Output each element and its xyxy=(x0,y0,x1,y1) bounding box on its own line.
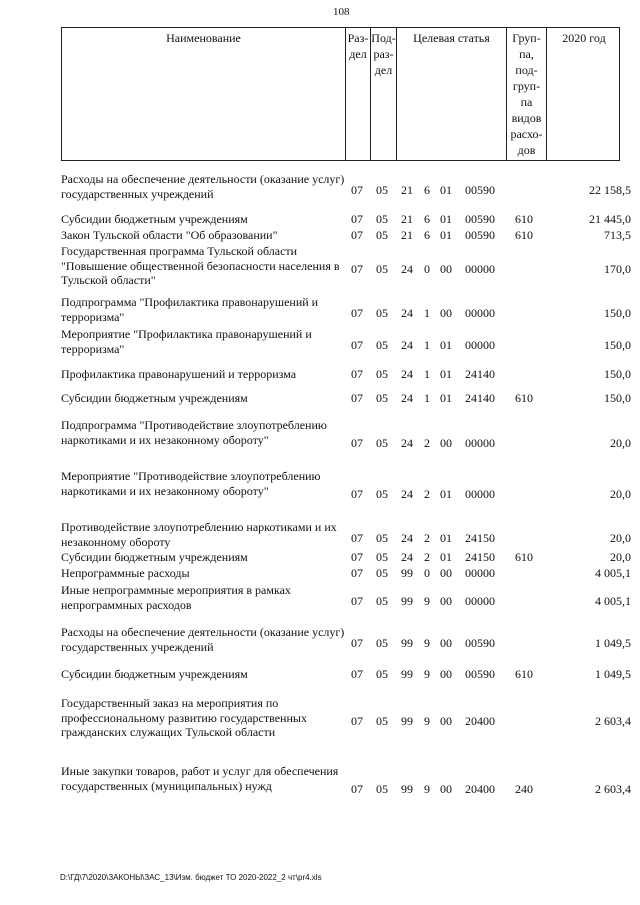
cell-cs3: 01 xyxy=(440,367,452,381)
cell-pr: 05 xyxy=(376,594,388,608)
row-name: Подпрограмма "Противодействие злоупотреблению наркотиками и их незаконному обороту" xyxy=(61,418,327,447)
cell-cs3: 00 xyxy=(440,436,452,450)
cell-pr: 05 xyxy=(376,667,388,681)
header-podrazdel: Под- раз- дел xyxy=(370,28,396,160)
cell-pr: 05 xyxy=(376,262,388,276)
cell-pr: 05 xyxy=(376,338,388,352)
cell-pr: 05 xyxy=(376,212,388,226)
cell-cs1: 21 xyxy=(401,212,413,226)
cell-rz: 07 xyxy=(351,714,363,728)
cell-cs2: 1 xyxy=(424,391,430,405)
cell-cs2: 9 xyxy=(424,782,430,796)
cell-cs4: 00000 xyxy=(465,487,495,501)
cell-rz: 07 xyxy=(351,391,363,405)
row-name: Мероприятие "Профилактика правонарушений и терроризма" xyxy=(61,327,312,356)
cell-sum: 20,0 xyxy=(610,531,631,545)
table-row xyxy=(61,667,631,682)
cell-vr: 240 xyxy=(515,782,533,796)
cell-cs1: 99 xyxy=(401,667,413,681)
cell-cs1: 24 xyxy=(401,487,413,501)
cell-cs3: 00 xyxy=(440,262,452,276)
cell-pr: 05 xyxy=(376,228,388,242)
cell-rz: 07 xyxy=(351,338,363,352)
cell-cs1: 24 xyxy=(401,306,413,320)
header-group: Груп- па, под- груп- па видов расхо- дов xyxy=(506,28,546,160)
row-name: Непрограммные расходы xyxy=(61,566,190,580)
cell-rz: 07 xyxy=(351,487,363,501)
cell-cs2: 9 xyxy=(424,636,430,650)
cell-cs4: 00590 xyxy=(465,667,495,681)
cell-cs4: 00590 xyxy=(465,636,495,650)
cell-cs4: 00000 xyxy=(465,566,495,580)
cell-cs2: 2 xyxy=(424,550,430,564)
cell-sum: 21 445,0 xyxy=(589,212,631,226)
cell-sum: 150,0 xyxy=(604,367,631,381)
row-name: Государственная программа Тульской области "Повышение общественной безопасности населения в Тульской области" xyxy=(61,244,340,287)
header-target: Целевая статья xyxy=(396,28,506,160)
table-row xyxy=(61,244,631,288)
cell-cs2: 1 xyxy=(424,367,430,381)
cell-pr: 05 xyxy=(376,391,388,405)
cell-cs3: 00 xyxy=(440,667,452,681)
cell-pr: 05 xyxy=(376,566,388,580)
table-row xyxy=(61,327,631,357)
cell-cs4: 00590 xyxy=(465,228,495,242)
cell-cs4: 24140 xyxy=(465,367,495,381)
row-name: Подпрограмма "Профилактика правонарушений и терроризма" xyxy=(61,295,319,324)
cell-cs2: 6 xyxy=(424,212,430,226)
cell-cs1: 99 xyxy=(401,566,413,580)
cell-cs4: 00000 xyxy=(465,338,495,352)
cell-rz: 07 xyxy=(351,550,363,564)
cell-sum: 1 049,5 xyxy=(595,667,631,681)
row-name: Иные непрограммные мероприятия в рамках непрограммных расходов xyxy=(61,583,291,612)
cell-cs2: 6 xyxy=(424,183,430,197)
cell-cs2: 0 xyxy=(424,262,430,276)
cell-sum: 4 005,1 xyxy=(595,594,631,608)
cell-cs2: 9 xyxy=(424,714,430,728)
table-row xyxy=(61,367,631,382)
cell-sum: 150,0 xyxy=(604,306,631,320)
cell-rz: 07 xyxy=(351,367,363,381)
cell-cs3: 01 xyxy=(440,338,452,352)
table-row xyxy=(61,625,631,655)
cell-sum: 4 005,1 xyxy=(595,566,631,580)
cell-sum: 2 603,4 xyxy=(595,782,631,796)
cell-cs3: 00 xyxy=(440,782,452,796)
cell-cs1: 99 xyxy=(401,636,413,650)
cell-cs1: 21 xyxy=(401,183,413,197)
cell-rz: 07 xyxy=(351,212,363,226)
cell-pr: 05 xyxy=(376,367,388,381)
cell-cs2: 9 xyxy=(424,594,430,608)
cell-cs2: 2 xyxy=(424,436,430,450)
cell-cs4: 00590 xyxy=(465,183,495,197)
cell-cs1: 24 xyxy=(401,550,413,564)
cell-cs4: 24150 xyxy=(465,550,495,564)
cell-cs3: 01 xyxy=(440,228,452,242)
footer-file-path: D:\ГД\7\2020\ЗАКОНЫ\ЗАС_13\Изм. бюджет ТО 2020-2022_2 чт\pr4.xls xyxy=(60,873,322,882)
cell-cs3: 01 xyxy=(440,183,452,197)
cell-cs3: 00 xyxy=(440,594,452,608)
cell-cs4: 00590 xyxy=(465,212,495,226)
cell-cs2: 2 xyxy=(424,487,430,501)
cell-pr: 05 xyxy=(376,636,388,650)
row-name: Государственный заказ на мероприятия по профессиональному развитию государственных гражданских служащих Тульской области xyxy=(61,696,307,739)
row-name: Субсидии бюджетным учреждениям xyxy=(61,212,248,226)
cell-vr: 610 xyxy=(515,667,533,681)
row-name: Субсидии бюджетным учреждениям xyxy=(61,550,248,564)
cell-cs4: 00000 xyxy=(465,306,495,320)
row-name: Субсидии бюджетным учреждениям xyxy=(61,391,248,405)
cell-cs2: 9 xyxy=(424,667,430,681)
cell-cs2: 1 xyxy=(424,338,430,352)
cell-vr: 610 xyxy=(515,212,533,226)
cell-cs2: 2 xyxy=(424,531,430,545)
cell-rz: 07 xyxy=(351,667,363,681)
cell-sum: 170,0 xyxy=(604,262,631,276)
cell-pr: 05 xyxy=(376,782,388,796)
cell-pr: 05 xyxy=(376,531,388,545)
cell-sum: 1 049,5 xyxy=(595,636,631,650)
table-row xyxy=(61,566,631,581)
table-row xyxy=(61,520,631,550)
cell-cs4: 00000 xyxy=(465,436,495,450)
cell-vr: 610 xyxy=(515,550,533,564)
table-row xyxy=(61,228,631,243)
header-year: 2020 год xyxy=(546,28,621,160)
cell-cs3: 00 xyxy=(440,566,452,580)
cell-pr: 05 xyxy=(376,714,388,728)
cell-rz: 07 xyxy=(351,782,363,796)
table-row xyxy=(61,764,631,808)
cell-rz: 07 xyxy=(351,436,363,450)
cell-pr: 05 xyxy=(376,487,388,501)
cell-cs1: 99 xyxy=(401,714,413,728)
cell-cs1: 21 xyxy=(401,228,413,242)
cell-rz: 07 xyxy=(351,228,363,242)
cell-pr: 05 xyxy=(376,183,388,197)
table-row xyxy=(61,172,631,202)
cell-cs4: 00000 xyxy=(465,262,495,276)
table-row xyxy=(61,583,631,613)
cell-cs1: 24 xyxy=(401,338,413,352)
cell-vr: 610 xyxy=(515,228,533,242)
cell-sum: 20,0 xyxy=(610,436,631,450)
table-row xyxy=(61,391,631,406)
table-row xyxy=(61,469,631,513)
cell-cs3: 01 xyxy=(440,550,452,564)
header-razdel: Раз- дел xyxy=(345,28,370,160)
row-name: Расходы на обеспечение деятельности (оказание услуг) государственных учреждений xyxy=(61,625,345,654)
cell-cs2: 1 xyxy=(424,306,430,320)
cell-sum: 713,5 xyxy=(604,228,631,242)
cell-cs1: 24 xyxy=(401,367,413,381)
cell-cs3: 00 xyxy=(440,306,452,320)
cell-cs3: 00 xyxy=(440,636,452,650)
cell-rz: 07 xyxy=(351,306,363,320)
cell-cs1: 99 xyxy=(401,594,413,608)
cell-sum: 20,0 xyxy=(610,550,631,564)
table-header xyxy=(61,27,620,161)
cell-cs3: 00 xyxy=(440,714,452,728)
row-name: Противодействие злоупотреблению наркотиками и их незаконному обороту xyxy=(61,520,337,549)
cell-vr: 610 xyxy=(515,391,533,405)
cell-pr: 05 xyxy=(376,306,388,320)
table-row xyxy=(61,418,631,462)
cell-cs4: 00000 xyxy=(465,594,495,608)
cell-cs4: 20400 xyxy=(465,714,495,728)
row-name: Иные закупки товаров, работ и услуг для обеспечения государственных (муниципальных) нужд xyxy=(61,764,339,793)
cell-pr: 05 xyxy=(376,436,388,450)
cell-cs1: 24 xyxy=(401,436,413,450)
cell-rz: 07 xyxy=(351,594,363,608)
row-name: Субсидии бюджетным учреждениям xyxy=(61,667,248,681)
cell-sum: 2 603,4 xyxy=(595,714,631,728)
cell-sum: 22 158,5 xyxy=(589,183,631,197)
cell-pr: 05 xyxy=(376,550,388,564)
cell-rz: 07 xyxy=(351,566,363,580)
cell-cs3: 01 xyxy=(440,487,452,501)
cell-cs2: 6 xyxy=(424,228,430,242)
cell-cs3: 01 xyxy=(440,212,452,226)
row-name: Закон Тульской области "Об образовании" xyxy=(61,228,278,242)
row-name: Профилактика правонарушений и терроризма xyxy=(61,367,297,381)
table-row xyxy=(61,295,631,325)
row-name: Мероприятие "Противодействие злоупотреблению наркотиками и их незаконному обороту" xyxy=(61,469,321,498)
cell-cs1: 24 xyxy=(401,531,413,545)
cell-sum: 150,0 xyxy=(604,338,631,352)
cell-sum: 20,0 xyxy=(610,487,631,501)
cell-cs4: 24150 xyxy=(465,531,495,545)
header-name: Наименование xyxy=(166,31,241,45)
cell-rz: 07 xyxy=(351,183,363,197)
table-row xyxy=(61,696,631,740)
row-name: Расходы на обеспечение деятельности (оказание услуг) государственных учреждений xyxy=(61,172,345,201)
cell-rz: 07 xyxy=(351,636,363,650)
cell-rz: 07 xyxy=(351,531,363,545)
cell-cs4: 20400 xyxy=(465,782,495,796)
cell-cs1: 24 xyxy=(401,262,413,276)
cell-sum: 150,0 xyxy=(604,391,631,405)
cell-cs4: 24140 xyxy=(465,391,495,405)
cell-cs3: 01 xyxy=(440,531,452,545)
page-number: 108 xyxy=(333,6,350,18)
table-row xyxy=(61,550,631,565)
cell-cs1: 99 xyxy=(401,782,413,796)
cell-cs1: 24 xyxy=(401,391,413,405)
cell-cs2: 0 xyxy=(424,566,430,580)
table-row xyxy=(61,212,631,227)
cell-cs3: 01 xyxy=(440,391,452,405)
cell-rz: 07 xyxy=(351,262,363,276)
